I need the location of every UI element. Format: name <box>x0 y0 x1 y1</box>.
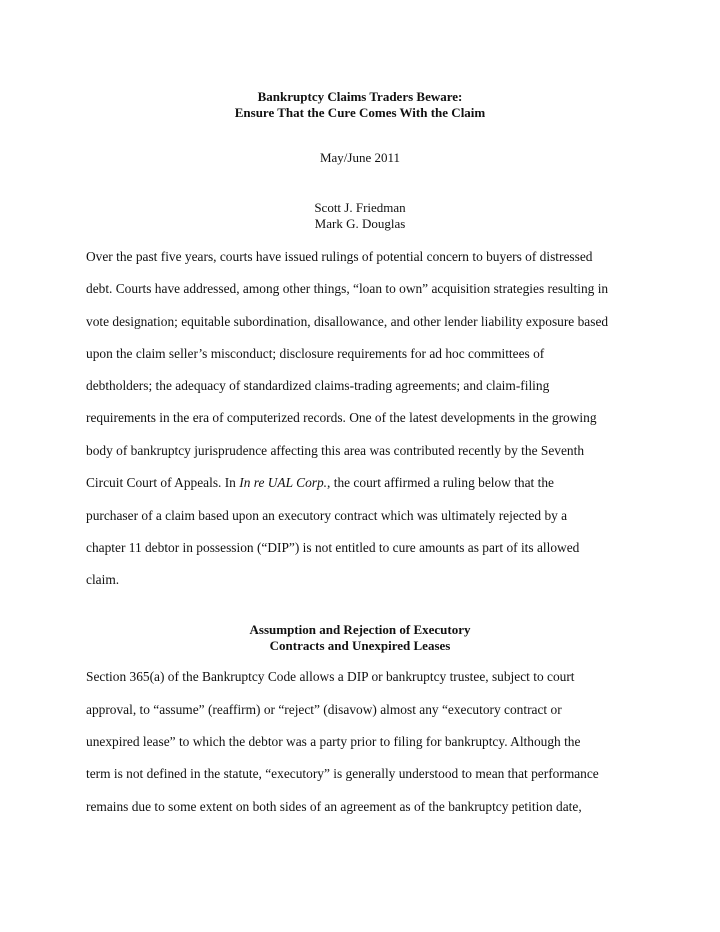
paragraph-line: remains due to some extent on both sides of an agreement as of the bankruptcy petition date, <box>86 799 582 814</box>
case-name: In re UAL Corp. <box>239 475 328 490</box>
paragraph-line: debt. Courts have addressed, among other things, “loan to own” acquisition strategies resulting in <box>86 281 609 296</box>
paragraph-line: chapter 11 debtor in possession (“DIP”) is not entitled to cure amounts as part of its allowed <box>86 540 580 555</box>
paragraph-line: upon the claim seller’s misconduct; disclosure requirements for ad hoc committees of <box>86 346 545 361</box>
paragraph-line: purchaser of a claim based upon an executory contract which was ultimately rejected by a <box>86 508 568 523</box>
paragraph-line: Over the past five years, courts have issued rulings of potential concern to buyers of distressed <box>86 249 593 264</box>
paragraph-line: body of bankruptcy jurisprudence affecting this area was contributed recently by the Seventh <box>86 443 585 458</box>
title-line-2: Ensure That the Cure Comes With the Claim <box>234 105 486 120</box>
paragraph-line: debtholders; the adequacy of standardized claims-trading agreements; and claim-filing <box>86 378 550 393</box>
paragraph-line: claim. <box>86 572 120 587</box>
text-run: Circuit Court of Appeals. In <box>86 475 240 490</box>
publication-date: May/June 2011 <box>319 150 401 165</box>
paragraph-line: unexpired lease” to which the debtor was a party prior to filing for bankruptcy. Although the <box>86 734 581 749</box>
section-heading-line-1: Assumption and Rejection of Executory <box>249 622 471 637</box>
paragraph-line: vote designation; equitable subordination, disallowance, and other lender liability exposure based <box>86 314 609 329</box>
paragraph-line: term is not defined in the statute, “executory” is generally understood to mean that performance <box>86 766 599 781</box>
paragraph-line: approval, to “assume” (reaffirm) or “reject” (disavow) almost any “executory contract or <box>86 702 562 717</box>
paragraph-line: requirements in the era of computerized records. One of the latest developments in the growing <box>86 410 597 425</box>
section-heading-line-2: Contracts and Unexpired Leases <box>269 638 451 653</box>
paragraph-line <box>86 475 554 491</box>
title-line-1: Bankruptcy Claims Traders Beware: <box>257 89 463 104</box>
text-run: , the court affirmed a ruling below that the <box>327 475 554 490</box>
author-2: Mark G. Douglas <box>314 216 406 231</box>
paragraph-line: Section 365(a) of the Bankruptcy Code allows a DIP or bankruptcy trustee, subject to court <box>86 669 575 684</box>
author-1: Scott J. Friedman <box>314 200 406 215</box>
